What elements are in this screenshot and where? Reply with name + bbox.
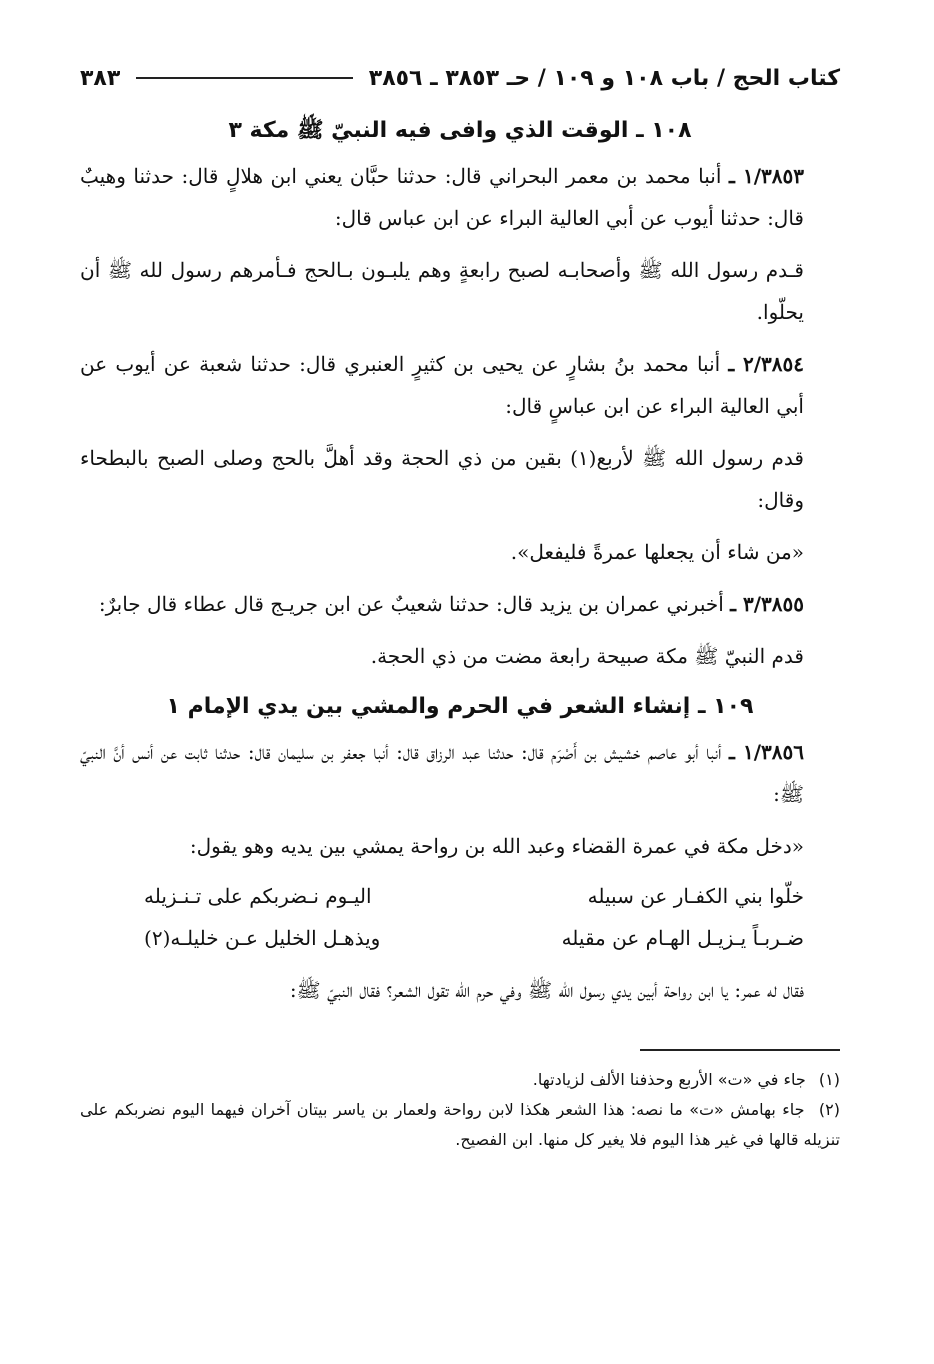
header-rule <box>136 77 352 79</box>
poem-verse <box>144 917 804 959</box>
hadith-3856-after: فقال له عمر: يا ابن رواحة أبين يدي رسول الله ﷺ وفي حرم الله تقول الشعر؟ فقال النبيّ ﷺ: <box>289 978 804 1002</box>
footnote <box>80 1095 840 1155</box>
hadith-3854-quote: «من شاء أن يجعلها عمرةً فليفعل». <box>510 540 804 564</box>
hadith-number: ١/٣٨٥٣ ـ <box>728 164 805 188</box>
hadith-3853-matn: قـدم رسول الله ﷺ وأصحابـه لصبح رابعةٍ وهم يلبـون بـالحج فـأمرهم رسول لله ﷺ أن يحلّوا. <box>80 258 804 324</box>
poem-verse <box>144 875 804 917</box>
footnote-label: (٢) <box>818 1100 840 1119</box>
verse-first-hemistich: ضـربـاً يـزيـل الهـام عن مقيله <box>561 926 804 950</box>
footnotes <box>80 1065 840 1155</box>
running-header <box>80 55 840 101</box>
verse-second-hemistich: اليـوم نـضربكم على تـنـزيله <box>144 884 372 908</box>
hadith-3856-isnad <box>80 731 804 815</box>
hadith-3856-matn: «دخل مكة في عمرة القضاء وعبد الله بن رواحة يمشي بين يديه وهو يقول: <box>189 834 804 858</box>
footnote-text: جاء في «ت» الأربع وحذفنا الألف لزيادتها. <box>532 1070 806 1089</box>
header-book-title: كتاب الحج / باب ١٠٨ و ١٠٩ / حـ ٣٨٥٣ ـ ٣٨٥٦ <box>368 65 840 91</box>
page-number: ٣٨٣ <box>80 65 121 91</box>
section-title: ١٠٨ ـ الوقت الذي وافى فيه النبيّ ﷺ مكة ٣ <box>228 118 692 143</box>
verse-first-hemistich: خلّوا بني الكفـار عن سبيله <box>587 884 804 908</box>
section-title: ١٠٩ ـ إنشاء الشعر في الحرم والمشي بين يدي الإمام ١ <box>166 694 754 719</box>
footnote-text: جاء بهامش «ت» ما نصه: هذا الشعر هكذا لابن رواحة ولعمار بن ياسر بيتان آخران فيهما اليوم نضربكم على تنزيله قالها في غير هذا اليوم فلا يغير كل منها. ابن الفصيح. <box>80 1100 840 1149</box>
hadith-isnad: أنبا محمد بنُ بشارٍ عن يحيى بن كثيرٍ العنبري قال: حدثنا شعبة عن أيوب عن أبي العالية البراء عن ابن عباسٍ قال: <box>80 352 804 418</box>
hadith-3853-isnad <box>80 155 804 239</box>
section-109 <box>80 689 840 1011</box>
hadith-number: ٢/٣٨٥٤ ـ <box>728 352 805 376</box>
footnote <box>80 1065 840 1095</box>
hadith-isnad: أخبرني عمران بن يزيد قال: حدثنا شعيبٌ عن ابن جريـج قال عطاء قال جابرٌ: <box>98 592 724 616</box>
verse-second-hemistich: ويذهـل الخليل عـن خليلـه(٢) <box>144 926 381 950</box>
book-page <box>80 55 840 1325</box>
hadith-isnad: أنبا محمد بن معمر البحراني قال: حدثنا حبَّان يعني ابن هلالٍ قال: حدثنا وهيبٌ قال: حدثنا أيوب عن أبي العالية البراء عن ابن عباس قال: <box>80 164 804 230</box>
footnote-label: (١) <box>818 1070 840 1089</box>
section-108 <box>80 113 840 677</box>
hadith-isnad: أنبا أبو عاصم خشيش بن أَصْرَم قال: حدثنا عبد الرزاق قال: أنبا جعفر بن سليمان قال: حدثنا ثابت عن أنس أنَّ النبيّ ﷺ: <box>80 740 804 806</box>
hadith-number: ١/٣٨٥٦ ـ <box>728 740 805 764</box>
hadith-3854-isnad <box>80 343 804 427</box>
hadith-3854-matn: قدم رسول الله ﷺ لأربع(١) بقين من ذي الحجة وقد أهلَّ بالحج وصلى الصبح بالبطحاء وقال: <box>80 446 804 512</box>
footnote-separator <box>640 1049 840 1051</box>
hadith-3855-matn: قدم النبيّ ﷺ مكة صبيحة رابعة مضت من ذي الحجة. <box>370 644 804 668</box>
hadith-3855-isnad <box>80 583 804 625</box>
hadith-number: ٣/٣٨٥٥ ـ <box>730 592 804 616</box>
poem <box>80 875 804 959</box>
